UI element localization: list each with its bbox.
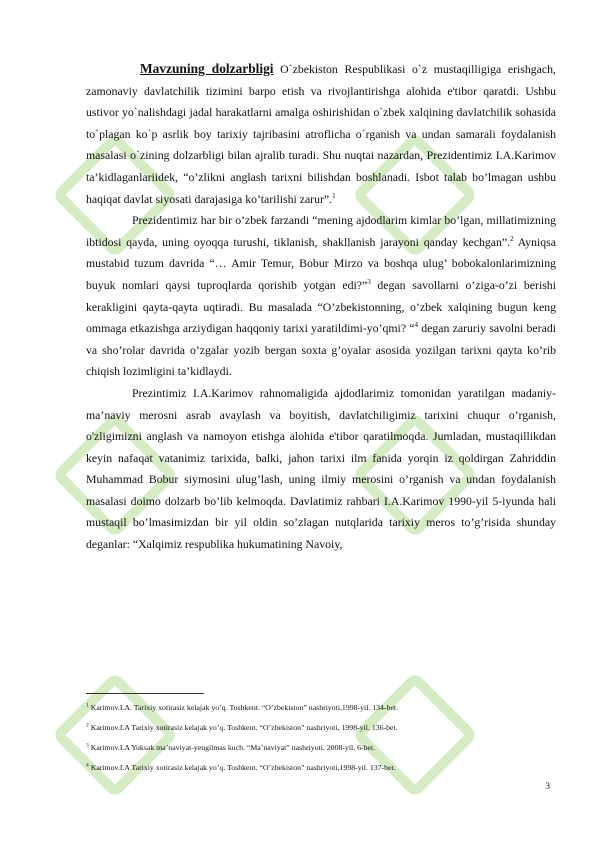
paragraph-1-text: O`zbekiston Respublikasi o`z mustaqilligiga erishgach, zamonaviy davlatchilik tizimini barpo etish va rivojlantirishga alohida e'tibor qaratdi. Ushbu ustivor yo`nalishdagi jadal harakatlarni amalga oshirishidan o`zbek xalqining davlatchilik sohasida to`plagan ko`p asrlik boy tarixiy tajribasini atroflicha o`rganish va undan samarali foydalanish masalasi o`zining dolzarbligi bilan ajralib turadi. Shu nuqtai nazardan, Prezidentimiz I.A.Karimov ta’kidlaganlariidek, “o’zlikni anglash tarixni bilishdan boshlanadi. Isbot talab bo’lmagan ushbu haqiqat davlat siyosati darajasiga ko’tarilishi zarur”. xyxy=(86,62,556,206)
footnotes xyxy=(86,698,556,778)
footnote-separator xyxy=(86,693,204,694)
footnote-text: Karimov.I.A Yuksak ma’naviyat-yengilmas kuch. “Ma’naviyat” nashriyoti. 2008-yil. 6-bet. xyxy=(88,743,376,752)
footnote-number: 3 xyxy=(86,742,89,749)
paragraph-2-part-3: degan savollarni o’ziga-o’zi berishi kerakligini qayta-qayta uqtiradi. Bu masalada “O’zbekistonning, o’zbek xalqining bugun keng ommaga etkazishga arziydigan haqqoniy tarixi yaratildimi-yo’qmi? “ xyxy=(86,277,556,336)
footnote-1 xyxy=(86,698,556,718)
page-number: 3 xyxy=(545,782,550,792)
footnote-ref-2: 2 xyxy=(510,234,514,243)
footnote-text: Karimov.I.A Tarixiy xotirasiz kelajak yo’q. Toshkent. “O’zbekiston” nashriyoti, 1998-yil. 136-bet. xyxy=(88,723,398,732)
footnote-ref-3: 3 xyxy=(367,278,371,287)
paragraph-3: Prezintimiz I.A.Karimov rahnomaligida ajdodlarimiz tomonidan yaratilgan madaniy-ma’naviy merosni asrab avaylash va boyitish, davlatchiligimiz tarixini chuqur o’rganish, o'zligimizni anglash va namoyon etishga alohida e'tibor qaratilmoqda. Jumladan, mustaqillikdan keyin nafaqat vatanimiz tarixida, balki, jahon tarixi ilm fanida yorqin iz qoldirgan Zahriddin Muhammad Bobur siymosini ulug’lash, uning ilmiy merosini o’rganish va undan foydalanish masalasi doimo dolzarb bo’lib kelmoqda. Davlatimiz rahbari I.A.Karimov 1990-yil 5-iyunda hali mustaqil bo’lmasimizdan bir yil oldin so’zlagan nutqlarida tarixiy meros to’g’risida shunday deganlar: “Xalqimiz respublika hukumatining Navoiy, xyxy=(86,385,556,552)
footnote-ref-1: 1 xyxy=(332,191,336,200)
footnote-2 xyxy=(86,718,556,738)
paragraph-2-part-1: Prezidentimiz har bir o’zbek farzandi “mening ajdodlarim kimlar bo’lgan, millatimizning ibtidosi qayda, uning oyoqqa turushi, tiklanish, shakllanish jarayoni qanday kechgan”. xyxy=(86,213,556,249)
section-heading: Mavzuning dolzarbligi xyxy=(140,61,274,76)
paragraph-2-part-2: Ayniqsa mustabid tuzum davrida “… Amir Temur, Bobur Mirzo va boshqa ulug’ bobokalonlarimizning buyuk nomlari qaysi tuproqlarda qorishib yotgan edi?” xyxy=(86,234,556,292)
paragraph-1 xyxy=(86,58,556,210)
body-text xyxy=(86,58,556,556)
footnote-ref-4: 4 xyxy=(414,321,419,330)
footnote-number: 4 xyxy=(86,762,89,769)
footnote-number: 2 xyxy=(86,722,89,729)
footnote-text: Karimov.I.A Tarixiy xotirasiz kelajak yo’q. Toshkent. “O’zbekiston” nashriyoti,1998-yil. 137-bet. xyxy=(88,763,396,772)
paragraph-2 xyxy=(86,210,556,383)
footnote-text: Karimov.I.A. Tarixiy xotirasiz kelajak yo’q. Toshkent. “O’zbekiston” nashriyoti,1998-yil. 134-bet. xyxy=(88,703,399,712)
footnote-4 xyxy=(86,758,556,778)
paragraph-2-part-4: degan zaruriy savolni beradi va sho’rolar davrida o’zgalar yozib bergan soxta g’oyalar asosida yozilgan tarixni qayta ko’rib chiqish lozimligini ta’kidlaydi. xyxy=(86,321,556,379)
footnote-number: 1 xyxy=(86,702,89,709)
footnote-3 xyxy=(86,738,556,758)
